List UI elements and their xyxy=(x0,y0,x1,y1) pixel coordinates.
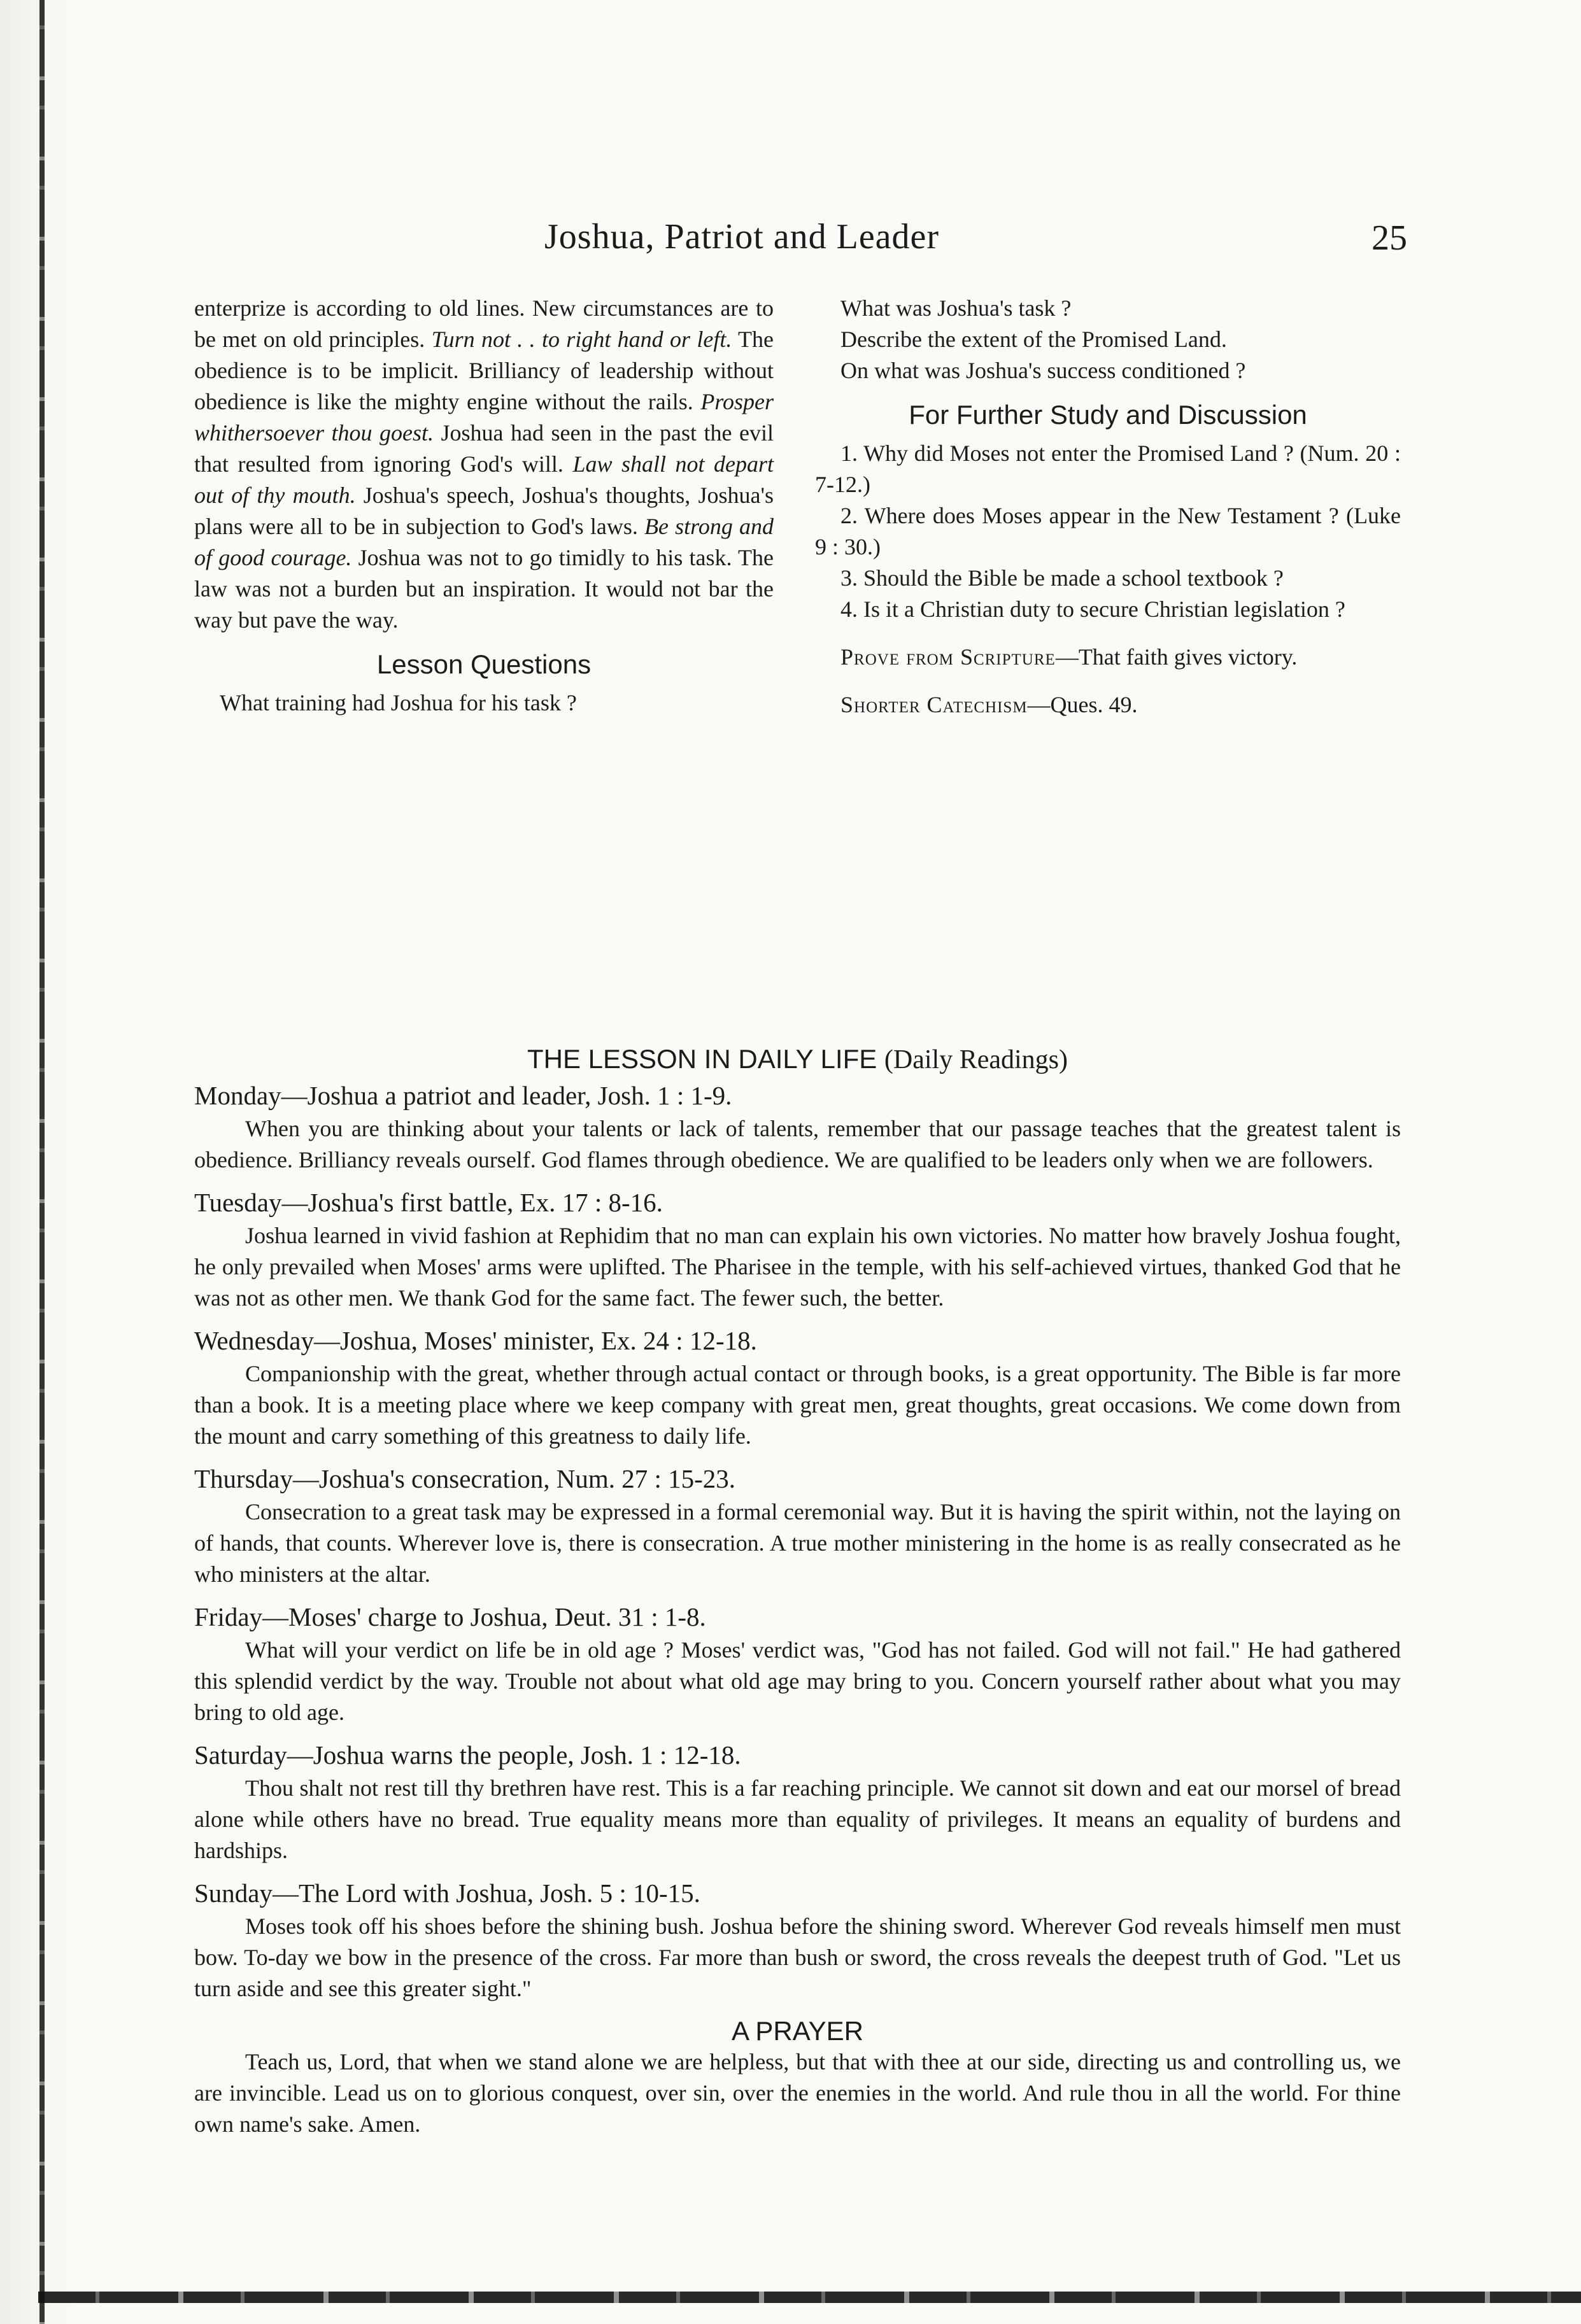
study-item: 4. Is it a Christian duty to secure Christian legislation ? xyxy=(840,596,1345,622)
study-item: 2. Where does Moses appear in the New Testament ? (Luke 9 : 30.) xyxy=(815,503,1401,560)
question-item: On what was Joshua's success conditioned ? xyxy=(840,358,1246,383)
right-column xyxy=(815,293,1401,721)
lesson-questions-heading: Lesson Questions xyxy=(376,649,592,679)
study-item: 1. Why did Moses not enter the Promised Land ? (Num. 20 : 7-12.) xyxy=(815,440,1401,497)
day-body: What will your verdict on life be in old age ? Moses' verdict was, "God has not failed. God will not fail." He had gathered this splendid verdict by the way. Trouble not about what old age may bring to you. Concern yourself rather about what you may bring to old age. xyxy=(194,1637,1401,1725)
book-page xyxy=(194,216,1407,2137)
commentary-paragraph xyxy=(194,293,774,636)
day-title: Tuesday—Joshua's first battle, Ex. 17 : 8-16. xyxy=(194,1188,663,1217)
text-run: The obedience is to be implicit. Brilliancy of leadership without obedience is like the mighty engine without the rails. xyxy=(194,327,774,414)
left-column xyxy=(194,293,774,719)
daily-readings-section xyxy=(194,1044,1401,2151)
text-run: Joshua was not to go timidly to his task. The law was not a burden but an inspiration. It would not bar the way but pave the way. xyxy=(194,545,774,633)
page-number: 25 xyxy=(1372,218,1407,258)
scan-margin xyxy=(0,0,76,2324)
prove-from-scripture xyxy=(815,642,1401,673)
two-column-section xyxy=(194,293,1401,1025)
scan-bottom-edge xyxy=(38,2292,1581,2303)
page-title: Joshua, Patriot and Leader xyxy=(544,217,940,257)
text-run: enterprize is according to old lines. New circumstances are to be met on old principles. xyxy=(194,295,774,352)
day-body: Thou shalt not rest till thy brethren have rest. This is a far reaching principle. We cannot sit down and eat our morsel of bread alone while others have no bread. True equality means more than equality of privileges. It means an equality of burdens and hardships. xyxy=(194,1775,1401,1863)
text-run: Joshua had seen in the past the evil that resulted from ignoring God's will. xyxy=(194,420,774,477)
day-body: Consecration to a great task may be expressed in a formal ceremonial way. But it is having the spirit within, not the laying on of hands, that counts. Wherever love is, there is consecration. A true mother ministering in the home is as really consecrated as he who ministers at the altar. xyxy=(194,1499,1401,1587)
question-item: Describe the extent of the Promised Land. xyxy=(840,327,1227,352)
scripture-quote: Be strong and of good courage. xyxy=(194,514,774,570)
prayer-body: Teach us, Lord, that when we stand alone we are helpless, but that with thee at our side, directing us and controlling us, we are invincible. Lead us on to glorious conquest, over sin, over the enemies in the world. And rule thou in all the world. For thine own name's sake. Amen. xyxy=(194,2049,1401,2137)
day-title: Monday—Joshua a patriot and leader, Josh. 1 : 1-9. xyxy=(194,1081,732,1110)
text-run: Joshua's speech, Joshua's thoughts, Joshua's plans were all to be in subjection to God's laws. xyxy=(194,482,774,539)
scripture-quote: Prosper whithersoever thou goest. xyxy=(194,389,774,446)
daily-readings-heading xyxy=(194,1044,1401,1075)
scripture-quote: Law shall not depart out of thy mouth. xyxy=(194,451,774,508)
daily-subheading: (Daily Readings) xyxy=(884,1045,1068,1074)
day-body: Moses took off his shoes before the shining bush. Joshua before the shining sword. Wherever God reveals himself men must bow. To-day we bow in the presence of the cross. Far more than bush or sword, the cross reveals the deepest truth of God. "Let us turn aside and see this greater sight." xyxy=(194,1913,1401,2001)
question-item: What training had Joshua for his task ? xyxy=(220,690,577,715)
daily-heading-text: THE LESSON IN DAILY LIFE xyxy=(527,1044,877,1074)
prove-label: Prove from Scripture xyxy=(840,644,1056,670)
further-study-heading: For Further Study and Discussion xyxy=(909,400,1307,430)
study-item: 3. Should the Bible be made a school textbook ? xyxy=(840,565,1284,591)
day-title: Friday—Moses' charge to Joshua, Deut. 31 : 1-8. xyxy=(194,1602,706,1631)
prove-text: —That faith gives victory. xyxy=(1055,644,1298,670)
catechism-label: Shorter Catechism xyxy=(840,692,1028,717)
day-body: Companionship with the great, whether through actual contact or through books, is a great opportunity. The Bible is far more than a book. It is a meeting place where we keep company with great men, great thoughts, great occasions. We come down from the mount and carry something of this greatness to daily life. xyxy=(194,1361,1401,1449)
scripture-quote: Turn not . . to right hand or left. xyxy=(431,327,732,352)
binding-edge-mark xyxy=(39,0,45,2324)
day-title: Sunday—The Lord with Joshua, Josh. 5 : 10-15. xyxy=(194,1878,700,1908)
running-head xyxy=(194,216,1407,267)
day-title: Wednesday—Joshua, Moses' minister, Ex. 24 : 12-18. xyxy=(194,1326,757,1355)
day-body: When you are thinking about your talents or lack of talents, remember that our passage teaches that the greatest talent is obedience. Brilliancy reveals ourself. God flames through obedience. We are qualified to be leaders only when we are followers. xyxy=(194,1116,1401,1173)
shorter-catechism xyxy=(815,689,1401,721)
day-title: Saturday—Joshua warns the people, Josh. 1 : 12-18. xyxy=(194,1740,741,1770)
prayer-heading: A PRAYER xyxy=(732,2016,863,2046)
question-item: What was Joshua's task ? xyxy=(840,295,1072,321)
day-title: Thursday—Joshua's consecration, Num. 27 : 15-23. xyxy=(194,1464,736,1493)
catechism-text: —Ques. 49. xyxy=(1027,692,1138,717)
day-body: Joshua learned in vivid fashion at Rephidim that no man can explain his own victories. No matter how bravely Joshua fought, he only prevailed when Moses' arms were uplifted. The Pharisee in the temple, with his self-achieved virtues, thanked God that he was not as other men. We thank God for the same fact. The fewer such, the better. xyxy=(194,1223,1401,1311)
